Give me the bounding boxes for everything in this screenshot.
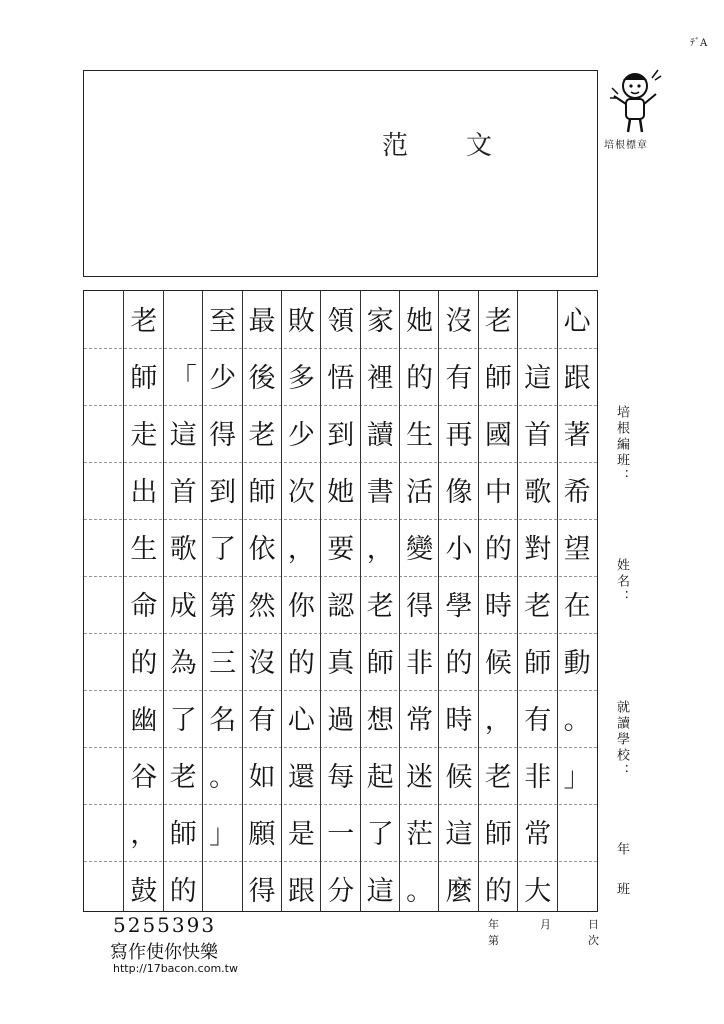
essay-char: 一 xyxy=(327,819,355,850)
comment-label-right: 文 xyxy=(466,131,493,161)
essay-char: 出 xyxy=(130,477,158,508)
essay-char: 的 xyxy=(445,648,473,679)
essay-char: 常 xyxy=(406,705,434,736)
essay-char: 麼 xyxy=(445,876,473,907)
label-class-suffix: 班 xyxy=(614,882,629,898)
logo-caption: 培根標章 xyxy=(604,140,648,151)
essay-char: 師 xyxy=(248,477,276,508)
essay-char: 為 xyxy=(169,648,197,679)
essay-char: 有 xyxy=(524,705,552,736)
essay-char: 成 xyxy=(169,591,197,622)
essay-char: 了 xyxy=(209,534,237,565)
essay-char: 心 xyxy=(563,306,591,337)
essay-char: 」 xyxy=(209,819,237,850)
essay-char: 老 xyxy=(484,762,512,793)
essay-char: 書 xyxy=(366,477,394,508)
footer-number: 5255393 xyxy=(113,913,217,937)
essay-char: 歌 xyxy=(169,534,197,565)
essay-char: 大 xyxy=(524,876,552,907)
essay-char: 的 xyxy=(406,363,434,394)
essay-char: 老 xyxy=(366,591,394,622)
essay-char: 的 xyxy=(169,876,197,907)
essay-column xyxy=(281,291,321,911)
essay-char: 小 xyxy=(445,534,473,565)
essay-char: 迷 xyxy=(406,762,434,793)
essay-char: 起 xyxy=(366,762,394,793)
essay-char: 得 xyxy=(406,591,434,622)
essay-char xyxy=(164,293,203,350)
essay-char: 名 xyxy=(209,705,237,736)
essay-char: 老 xyxy=(169,762,197,793)
essay-char: 非 xyxy=(524,762,552,793)
essay-char xyxy=(518,293,557,350)
essay-char: 動 xyxy=(563,648,591,679)
essay-char: 到 xyxy=(209,477,237,508)
essay-char: 老 xyxy=(130,306,158,337)
essay-column xyxy=(123,291,163,911)
essay-char: 她 xyxy=(327,477,355,508)
essay-char: 少 xyxy=(209,363,237,394)
essay-char: 時 xyxy=(445,705,473,736)
essay-char: 師 xyxy=(130,363,158,394)
essay-char: 跟 xyxy=(287,876,315,907)
essay-char: 三 xyxy=(209,648,237,679)
bacon-mascot-logo xyxy=(608,68,662,138)
footer-url: http://17bacon.com.tw xyxy=(113,962,238,975)
date-times: 次 xyxy=(588,934,599,947)
essay-char: 時 xyxy=(484,591,512,622)
essay-char: 真 xyxy=(327,648,355,679)
label-name: 姓名： xyxy=(614,558,629,606)
essay-column xyxy=(478,291,518,911)
essay-char: 是 xyxy=(287,819,315,850)
essay-char: 常 xyxy=(524,819,552,850)
essay-column xyxy=(163,291,203,911)
date-year: 年 xyxy=(488,918,499,931)
essay-char: 命 xyxy=(130,591,158,622)
essay-char: 像 xyxy=(445,477,473,508)
essay-char: 著 xyxy=(563,420,591,451)
date-month: 月 xyxy=(540,918,551,931)
essay-char: 在 xyxy=(563,591,591,622)
essay-char: 過 xyxy=(327,705,355,736)
essay-char: 願 xyxy=(248,819,276,850)
essay-char: ， xyxy=(287,534,315,565)
essay-char: 要 xyxy=(327,534,355,565)
essay-char: 有 xyxy=(445,363,473,394)
essay-column xyxy=(202,291,242,911)
essay-column xyxy=(557,291,597,911)
essay-char: 心 xyxy=(287,705,315,736)
label-class: 培根編班： xyxy=(614,405,629,485)
essay-char: 後 xyxy=(248,363,276,394)
essay-char: 老 xyxy=(524,591,552,622)
essay-char: 至 xyxy=(209,306,237,337)
essay-char: 候 xyxy=(445,762,473,793)
essay-grid xyxy=(83,290,598,912)
essay-char: 師 xyxy=(524,648,552,679)
essay-char: 認 xyxy=(327,591,355,622)
essay-char: 非 xyxy=(406,648,434,679)
essay-char: 這 xyxy=(366,876,394,907)
essay-char: 裡 xyxy=(366,363,394,394)
essay-char: 的 xyxy=(287,648,315,679)
essay-column xyxy=(360,291,400,911)
essay-char: 你 xyxy=(287,591,315,622)
essay-char: 老 xyxy=(484,306,512,337)
essay-char: 活 xyxy=(406,477,434,508)
essay-char: 了 xyxy=(169,705,197,736)
essay-column xyxy=(320,291,360,911)
essay-char: 首 xyxy=(169,477,197,508)
essay-char xyxy=(558,863,597,920)
date-ordinal: 第 xyxy=(488,934,499,947)
essay-char: 這 xyxy=(524,363,552,394)
essay-char: 中 xyxy=(484,477,512,508)
essay-char: 。 xyxy=(209,762,237,793)
essay-char: 然 xyxy=(248,591,276,622)
comment-box xyxy=(83,70,598,277)
essay-char: 幽 xyxy=(130,705,158,736)
essay-char: 師 xyxy=(484,363,512,394)
essay-char: 有 xyxy=(248,705,276,736)
essay-char: 每 xyxy=(327,762,355,793)
essay-char: 師 xyxy=(366,648,394,679)
essay-char: 師 xyxy=(169,819,197,850)
date-day: 日 xyxy=(588,918,599,931)
essay-char: 首 xyxy=(524,420,552,451)
essay-char: 次 xyxy=(287,477,315,508)
essay-char: 這 xyxy=(445,819,473,850)
essay-char: 這 xyxy=(169,420,197,451)
essay-char: 歌 xyxy=(524,477,552,508)
essay-char: 國 xyxy=(484,420,512,451)
essay-char: 變 xyxy=(406,534,434,565)
essay-char: ， xyxy=(130,819,158,850)
essay-char: 敗 xyxy=(287,306,315,337)
essay-char: 家 xyxy=(366,306,394,337)
essay-char: 了 xyxy=(366,819,394,850)
comment-label-left: 范 xyxy=(382,131,409,161)
essay-char: 她 xyxy=(406,306,434,337)
essay-char: 多 xyxy=(287,363,315,394)
essay-char: 悟 xyxy=(327,363,355,394)
essay-char: 茫 xyxy=(406,819,434,850)
essay-char: 得 xyxy=(209,420,237,451)
essay-column xyxy=(399,291,439,911)
essay-char: 得 xyxy=(248,876,276,907)
essay-char: 少 xyxy=(287,420,315,451)
essay-char: 還 xyxy=(287,762,315,793)
essay-char: 「 xyxy=(169,363,197,394)
footer-slogan: 寫作使你快樂 xyxy=(110,942,218,963)
essay-char: 分 xyxy=(327,876,355,907)
essay-char: 學 xyxy=(445,591,473,622)
label-grade: 年 xyxy=(614,842,629,858)
essay-char xyxy=(558,806,597,863)
essay-char: ， xyxy=(484,705,512,736)
essay-char: 生 xyxy=(130,534,158,565)
essay-char: 」 xyxy=(563,762,591,793)
essay-char: 的 xyxy=(130,648,158,679)
essay-char: 讀 xyxy=(366,420,394,451)
essay-char: 老 xyxy=(248,420,276,451)
essay-char: 走 xyxy=(130,420,158,451)
essay-char: 依 xyxy=(248,534,276,565)
essay-char: 師 xyxy=(484,819,512,850)
essay-char: 沒 xyxy=(445,306,473,337)
label-school: 就讀學校： xyxy=(614,700,629,780)
essay-char: 最 xyxy=(248,306,276,337)
essay-char: 候 xyxy=(484,648,512,679)
essay-char: 。 xyxy=(406,876,434,907)
essay-char: 生 xyxy=(406,420,434,451)
essay-char: 鼓 xyxy=(130,876,158,907)
essay-char: 再 xyxy=(445,420,473,451)
essay-char: 想 xyxy=(366,705,394,736)
essay-char: 對 xyxy=(524,534,552,565)
essay-char: 。 xyxy=(563,705,591,736)
essay-char: 谷 xyxy=(130,762,158,793)
essay-char: 到 xyxy=(327,420,355,451)
essay-char: 沒 xyxy=(248,648,276,679)
essay-char: 望 xyxy=(563,534,591,565)
essay-char: 的 xyxy=(484,534,512,565)
essay-column xyxy=(438,291,478,911)
essay-column xyxy=(517,291,557,911)
essay-char: 如 xyxy=(248,762,276,793)
essay-char: 跟 xyxy=(563,363,591,394)
corner-mark: ﾃﾞA xyxy=(690,38,708,49)
essay-char: ， xyxy=(366,534,394,565)
essay-char: 希 xyxy=(563,477,591,508)
essay-char: 領 xyxy=(327,306,355,337)
essay-char: 第 xyxy=(209,591,237,622)
essay-column xyxy=(242,291,282,911)
essay-char: 的 xyxy=(484,876,512,907)
